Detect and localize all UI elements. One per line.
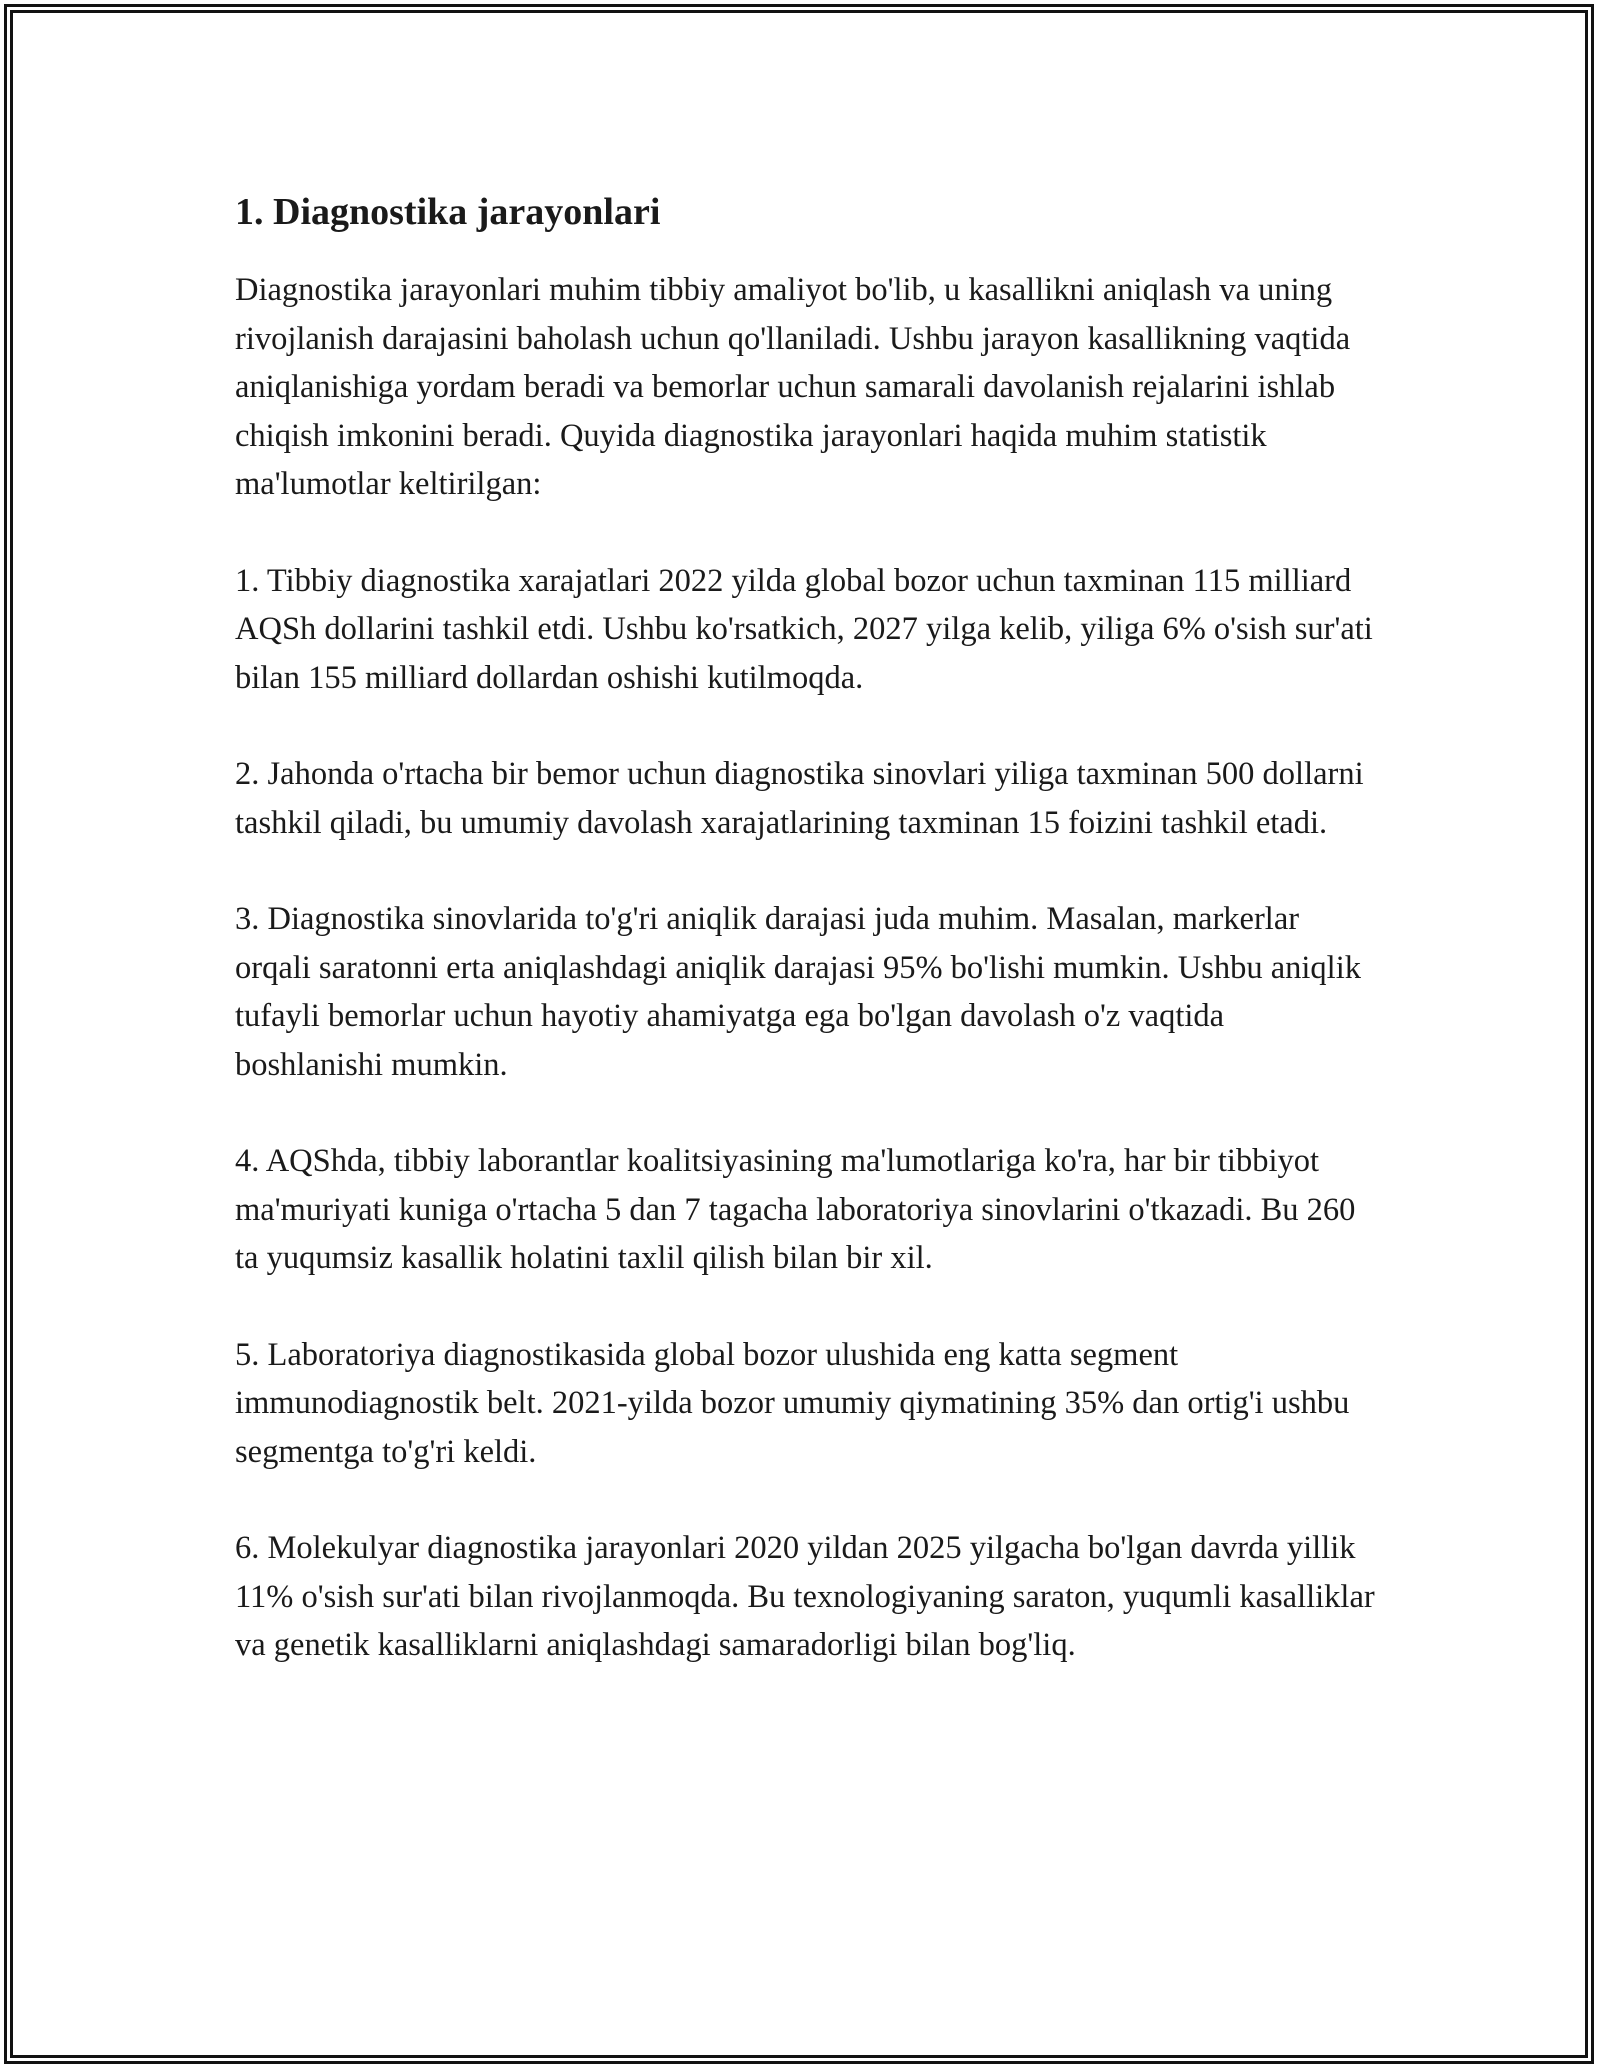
list-item: 5. Laboratoriya diagnostikasida global bozor ulushida eng katta segment immunodiagnostik belt. 2021-yilda bozor umumiy qiymatining 35% dan ortig'i ushbu segmentga to'g'ri keldi. [235, 1336, 1350, 1470]
list-item: 2. Jahonda o'rtacha bir bemor uchun diagnostika sinovlari yiliga taxminan 500 dollarni tashkil qiladi, bu umumiy davolash xarajatlarining taxminan 15 foizini tashkil etadi. [235, 756, 1364, 841]
list-item: 4. AQShda, tibbiy laborantlar koalitsiyasining ma'lumotlariga ko'ra, har bir tibbiyot ma'muriyati kuniga o'rtacha 5 dan 7 tagacha laboratoriya sinovlarini o'tkazadi. Bu 260 ta yuqumsiz kasallik holatini taxlil qilish bilan bir xil. [235, 1143, 1356, 1276]
document-body [235, 188, 1375, 1718]
list-item: 3. Diagnostika sinovlarida to'g'ri aniqlik darajasi juda muhim. Masalan, markerlar orqali saratonni erta aniqlashdagi aniqlik darajasi 95% bo'lishi mumkin. Ushbu aniqlik tufayli bemorlar uchun hayotiy ahamiyatga ega bo'lgan davolash o'z vaqtida boshlanishi mumkin. [235, 901, 1361, 1083]
list-item: 6. Molekulyar diagnostika jarayonlari 2020 yildan 2025 yilgacha bo'lgan davrda yillik 11% o'sish sur'ati bilan rivojlanmoqda. Bu texnologiyaning saraton, yuqumli kasalliklar va genetik kasalliklarni aniqlashdagi samaradorligi bilan bog'liq. [235, 1530, 1375, 1663]
intro-paragraph: Diagnostika jarayonlari muhim tibbiy amaliyot bo'lib, u kasallikni aniqlash va uning rivojlanish darajasini baholash uchun qo'llaniladi. Ushbu jarayon kasallikning vaqtida aniqlanishiga yordam beradi va bemorlar uchun samarali davolanish rejalarini ishlab chiqish imkonini beradi. Quyida diagnostika jarayonlari haqida muhim statistik ma'lumotlar keltirilgan: [235, 272, 1351, 502]
list-item: 1. Tibbiy diagnostika xarajatlari 2022 yilda global bozor uchun taxminan 115 milliard AQSh dollarini tashkil etdi. Ushbu ko'rsatkich, 2027 yilga kelib, yiliga 6% o'sish sur'ati bilan 155 milliard dollardan oshishi kutilmoqda. [235, 562, 1373, 696]
section-heading: 1. Diagnostika jarayonlari [235, 191, 661, 233]
